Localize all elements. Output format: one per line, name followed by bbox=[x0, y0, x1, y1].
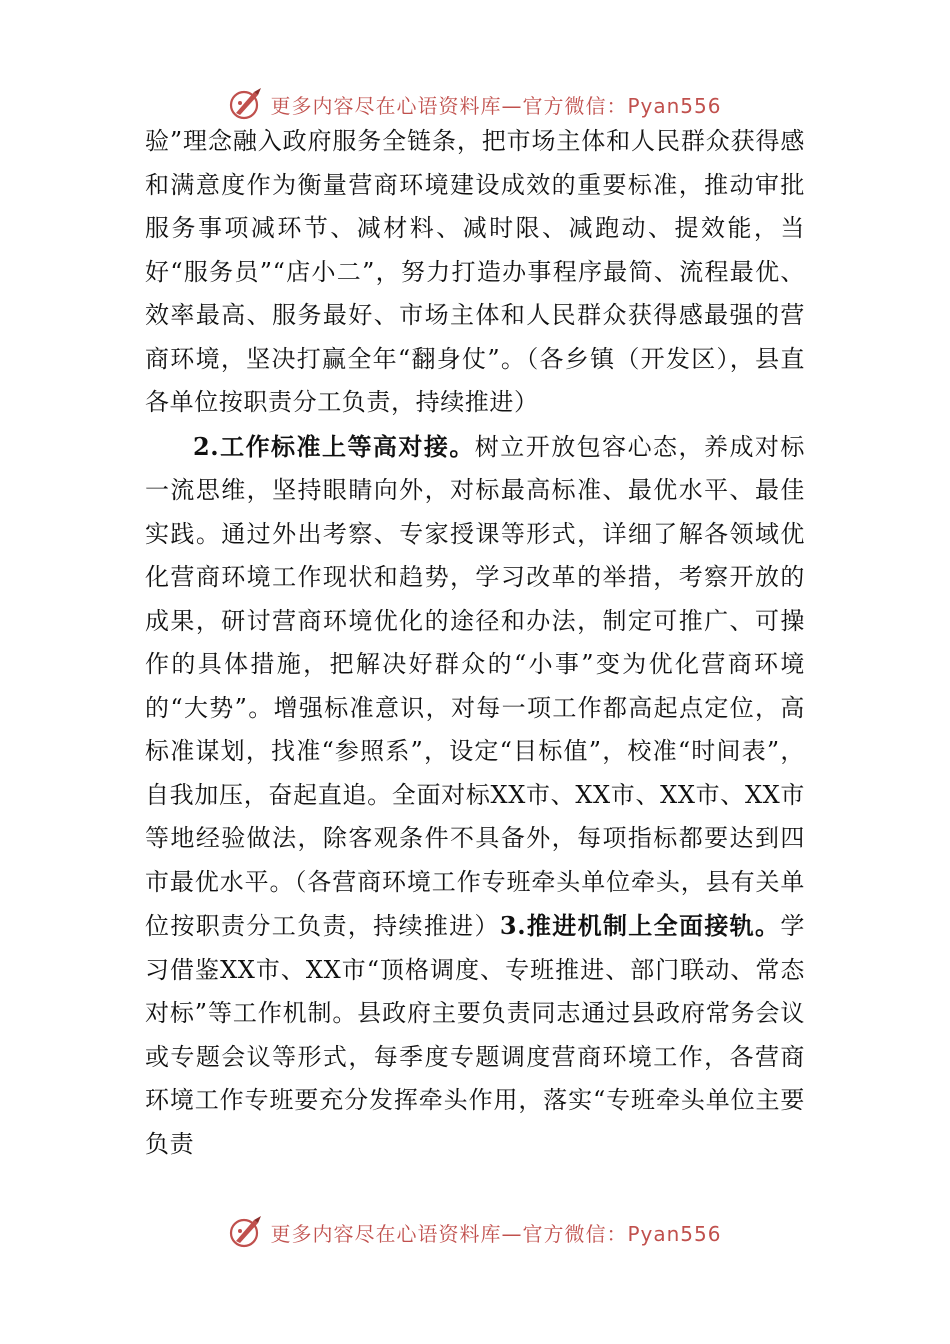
document-body bbox=[145, 120, 805, 1166]
item-3-heading: 3.推进机制上全面接轨。 bbox=[499, 911, 781, 940]
item-2-heading: 2.工作标准上等高对接。 bbox=[193, 431, 475, 461]
header-banner-text: 更多内容尽在心语资料库—官方微信：Pyan556 bbox=[270, 93, 722, 118]
paragraph-1: 验”理念融入政府服务全链条，把市场主体和人民群众获得感和满意度作为衡量营商环境建设成效的重要标准，推动审批服务事项减环节、减材料、减时限、减跑动、提效能，当好“服务员”“店小二”，努力打造办事程序最简、流程最优、效率最高、服务最好、市场主体和人民群众获得感最强的营商环境，坚决打赢全年“翻身仗”。（各乡镇（开发区），县直各单位按职责分工负责，持续推进） bbox=[145, 127, 805, 416]
paragraph-item-2 bbox=[145, 425, 805, 1167]
quill-pen-logo-icon bbox=[228, 86, 264, 122]
quill-pen-logo-icon bbox=[228, 1214, 264, 1250]
item-3-text: 学习借鉴XX市、XX市“顶格调度、专班推进、部门联动、常态对标”等工作机制。县政府主要负责同志通过县政府常务会议或专题会议等形式，每季度专题调度营商环境工作，各营商环境工作专班要充分发挥牵头作用，落实“专班牵头单位主要负责 bbox=[145, 912, 805, 1158]
item-2-text: 树立开放包容心态，养成对标一流思维，坚持眼睛向外，对标最高标准、最优水平、最佳实践。通过外出考察、专家授课等形式，详细了解各领域优化营商环境工作现状和趋势，学习改革的举措，考察开放的成果，研讨营商环境优化的途径和办法，制定可推广、可操作的具体措施，把解决好群众的“小事”变为优化营商环境的“大势”。增强标准意识，对每一项工作都高起点定位，高标准谋划，找准“参照系”，设定“目标值”，校准“时间表”，自我加压，奋起直追。全面对标XX市、XX市、XX市、XX市等地经验做法，除客观条件不具备外，每项指标都要达到四市最优水平。（各营商环境工作专班牵头单位牵头，县有关单位按职责分工负责，持续推进） bbox=[145, 432, 805, 940]
footer-banner-text: 更多内容尽在心语资料库—官方微信：Pyan556 bbox=[270, 1221, 722, 1246]
footer-banner bbox=[0, 1210, 950, 1254]
